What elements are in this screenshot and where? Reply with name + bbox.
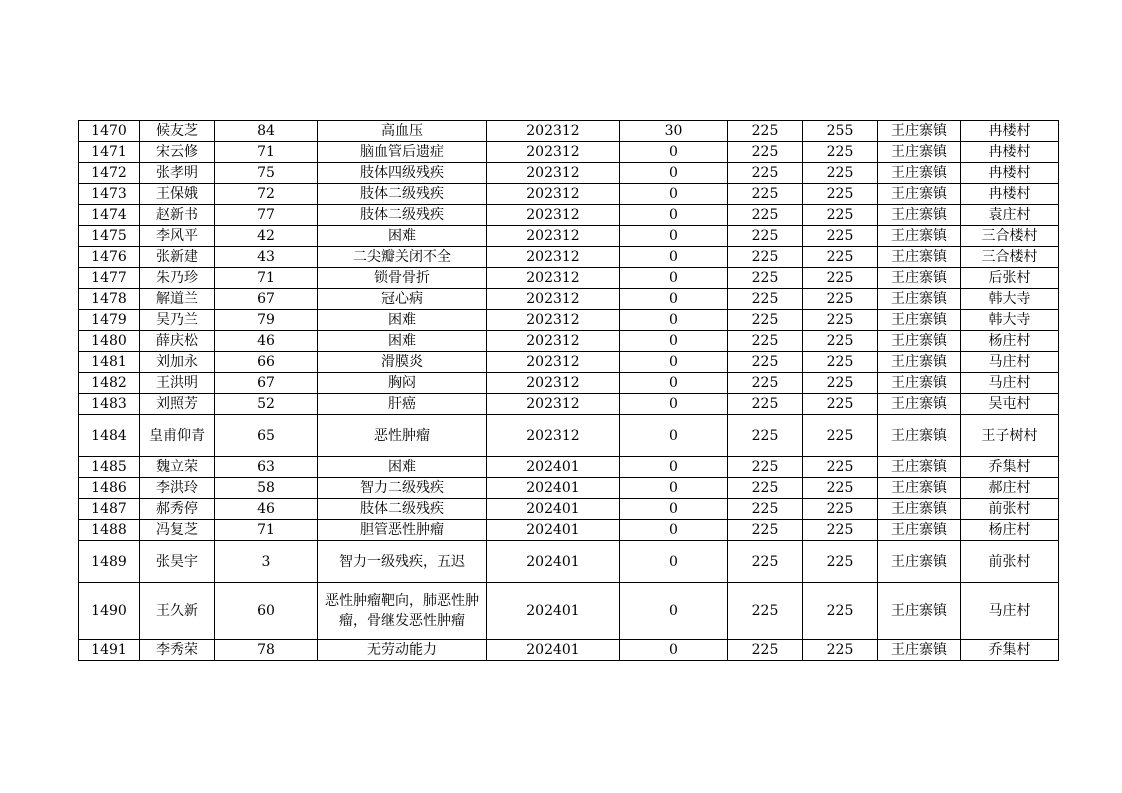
month-cell: 202312	[487, 184, 620, 205]
table-row	[79, 268, 1059, 289]
row-number-cell: 1480	[79, 331, 140, 352]
name-cell: 解道兰	[140, 289, 215, 310]
illness-cell: 困难	[318, 310, 487, 331]
amount-2-cell: 225	[728, 184, 803, 205]
amount-1-cell: 0	[620, 415, 728, 457]
amount-2-cell: 225	[728, 583, 803, 640]
row-number-cell: 1489	[79, 541, 140, 583]
illness-cell: 无劳动能力	[318, 640, 487, 661]
illness-cell: 高血压	[318, 121, 487, 142]
amount-1-cell: 0	[620, 247, 728, 268]
illness-cell: 困难	[318, 331, 487, 352]
name-cell: 李洪玲	[140, 478, 215, 499]
row-number-cell: 1478	[79, 289, 140, 310]
town-cell: 王庄寨镇	[878, 373, 961, 394]
illness-cell: 肢体四级残疾	[318, 163, 487, 184]
amount-2-cell: 225	[728, 310, 803, 331]
age-cell: 71	[215, 142, 318, 163]
age-cell: 71	[215, 520, 318, 541]
amount-1-cell: 0	[620, 541, 728, 583]
month-cell: 202401	[487, 457, 620, 478]
village-cell: 韩大寺	[961, 289, 1059, 310]
amount-2-cell: 225	[728, 289, 803, 310]
age-cell: 3	[215, 541, 318, 583]
table-body	[79, 121, 1059, 661]
name-cell: 吴乃兰	[140, 310, 215, 331]
amount-1-cell: 0	[620, 583, 728, 640]
table-row	[79, 205, 1059, 226]
table-row	[79, 142, 1059, 163]
table-row	[79, 331, 1059, 352]
amount-1-cell: 30	[620, 121, 728, 142]
amount-1-cell: 0	[620, 478, 728, 499]
village-cell: 冉楼村	[961, 163, 1059, 184]
amount-3-cell: 225	[803, 142, 878, 163]
month-cell: 202312	[487, 226, 620, 247]
amount-2-cell: 225	[728, 226, 803, 247]
town-cell: 王庄寨镇	[878, 331, 961, 352]
name-cell: 朱乃珍	[140, 268, 215, 289]
town-cell: 王庄寨镇	[878, 205, 961, 226]
name-cell: 冯复芝	[140, 520, 215, 541]
amount-2-cell: 225	[728, 478, 803, 499]
table-row	[79, 226, 1059, 247]
amount-2-cell: 225	[728, 499, 803, 520]
village-cell: 杨庄村	[961, 331, 1059, 352]
amount-2-cell: 225	[728, 142, 803, 163]
amount-1-cell: 0	[620, 352, 728, 373]
town-cell: 王庄寨镇	[878, 121, 961, 142]
village-cell: 马庄村	[961, 352, 1059, 373]
town-cell: 王庄寨镇	[878, 520, 961, 541]
town-cell: 王庄寨镇	[878, 415, 961, 457]
age-cell: 67	[215, 289, 318, 310]
illness-cell: 脑血管后遗症	[318, 142, 487, 163]
village-cell: 杨庄村	[961, 520, 1059, 541]
row-number-cell: 1490	[79, 583, 140, 640]
month-cell: 202312	[487, 121, 620, 142]
age-cell: 72	[215, 184, 318, 205]
amount-2-cell: 225	[728, 541, 803, 583]
amount-3-cell: 225	[803, 583, 878, 640]
name-cell: 王保娥	[140, 184, 215, 205]
table-row	[79, 478, 1059, 499]
row-number-cell: 1488	[79, 520, 140, 541]
illness-cell: 智力一级残疾，五迟	[318, 541, 487, 583]
age-cell: 63	[215, 457, 318, 478]
month-cell: 202401	[487, 541, 620, 583]
village-cell: 郝庄村	[961, 478, 1059, 499]
village-cell: 前张村	[961, 499, 1059, 520]
records-table	[78, 120, 1059, 661]
amount-1-cell: 0	[620, 640, 728, 661]
name-cell: 张昊宇	[140, 541, 215, 583]
row-number-cell: 1476	[79, 247, 140, 268]
row-number-cell: 1485	[79, 457, 140, 478]
amount-3-cell: 225	[803, 373, 878, 394]
table-row	[79, 457, 1059, 478]
amount-1-cell: 0	[620, 289, 728, 310]
amount-2-cell: 225	[728, 247, 803, 268]
table-row	[79, 121, 1059, 142]
illness-cell: 滑膜炎	[318, 352, 487, 373]
name-cell: 张新建	[140, 247, 215, 268]
age-cell: 78	[215, 640, 318, 661]
amount-2-cell: 225	[728, 520, 803, 541]
amount-3-cell: 225	[803, 478, 878, 499]
amount-1-cell: 0	[620, 310, 728, 331]
illness-cell: 肢体二级残疾	[318, 184, 487, 205]
age-cell: 75	[215, 163, 318, 184]
amount-3-cell: 225	[803, 331, 878, 352]
illness-cell: 肝癌	[318, 394, 487, 415]
month-cell: 202312	[487, 331, 620, 352]
month-cell: 202401	[487, 478, 620, 499]
town-cell: 王庄寨镇	[878, 226, 961, 247]
row-number-cell: 1491	[79, 640, 140, 661]
amount-3-cell: 225	[803, 499, 878, 520]
name-cell: 薛庆松	[140, 331, 215, 352]
age-cell: 65	[215, 415, 318, 457]
table-row	[79, 583, 1059, 640]
row-number-cell: 1484	[79, 415, 140, 457]
month-cell: 202312	[487, 163, 620, 184]
name-cell: 李风平	[140, 226, 215, 247]
village-cell: 吴屯村	[961, 394, 1059, 415]
amount-3-cell: 225	[803, 163, 878, 184]
amount-1-cell: 0	[620, 226, 728, 247]
village-cell: 前张村	[961, 541, 1059, 583]
age-cell: 60	[215, 583, 318, 640]
town-cell: 王庄寨镇	[878, 394, 961, 415]
illness-cell: 智力二级残疾	[318, 478, 487, 499]
name-cell: 王洪明	[140, 373, 215, 394]
town-cell: 王庄寨镇	[878, 541, 961, 583]
amount-1-cell: 0	[620, 520, 728, 541]
month-cell: 202401	[487, 520, 620, 541]
name-cell: 李秀荣	[140, 640, 215, 661]
month-cell: 202401	[487, 583, 620, 640]
age-cell: 79	[215, 310, 318, 331]
name-cell: 刘加永	[140, 352, 215, 373]
name-cell: 郝秀停	[140, 499, 215, 520]
illness-cell: 胆管恶性肿瘤	[318, 520, 487, 541]
row-number-cell: 1471	[79, 142, 140, 163]
town-cell: 王庄寨镇	[878, 457, 961, 478]
illness-cell: 锁骨骨折	[318, 268, 487, 289]
age-cell: 46	[215, 331, 318, 352]
age-cell: 52	[215, 394, 318, 415]
table-row	[79, 352, 1059, 373]
age-cell: 46	[215, 499, 318, 520]
table-row	[79, 499, 1059, 520]
amount-3-cell: 225	[803, 310, 878, 331]
amount-2-cell: 225	[728, 352, 803, 373]
table-row	[79, 541, 1059, 583]
amount-2-cell: 225	[728, 331, 803, 352]
month-cell: 202312	[487, 310, 620, 331]
month-cell: 202312	[487, 247, 620, 268]
age-cell: 66	[215, 352, 318, 373]
illness-cell: 困难	[318, 226, 487, 247]
village-cell: 冉楼村	[961, 142, 1059, 163]
age-cell: 42	[215, 226, 318, 247]
town-cell: 王庄寨镇	[878, 478, 961, 499]
amount-3-cell: 225	[803, 184, 878, 205]
town-cell: 王庄寨镇	[878, 163, 961, 184]
amount-1-cell: 0	[620, 331, 728, 352]
amount-1-cell: 0	[620, 184, 728, 205]
amount-3-cell: 225	[803, 289, 878, 310]
amount-3-cell: 225	[803, 640, 878, 661]
village-cell: 三合楼村	[961, 226, 1059, 247]
amount-1-cell: 0	[620, 373, 728, 394]
amount-1-cell: 0	[620, 394, 728, 415]
village-cell: 乔集村	[961, 640, 1059, 661]
age-cell: 71	[215, 268, 318, 289]
age-cell: 43	[215, 247, 318, 268]
month-cell: 202401	[487, 640, 620, 661]
amount-2-cell: 225	[728, 268, 803, 289]
row-number-cell: 1470	[79, 121, 140, 142]
name-cell: 皇甫仰青	[140, 415, 215, 457]
name-cell: 赵新书	[140, 205, 215, 226]
age-cell: 67	[215, 373, 318, 394]
amount-2-cell: 225	[728, 163, 803, 184]
amount-1-cell: 0	[620, 142, 728, 163]
month-cell: 202312	[487, 352, 620, 373]
row-number-cell: 1475	[79, 226, 140, 247]
village-cell: 冉楼村	[961, 184, 1059, 205]
town-cell: 王庄寨镇	[878, 184, 961, 205]
month-cell: 202312	[487, 415, 620, 457]
month-cell: 202312	[487, 289, 620, 310]
village-cell: 韩大寺	[961, 310, 1059, 331]
town-cell: 王庄寨镇	[878, 499, 961, 520]
amount-3-cell: 225	[803, 205, 878, 226]
row-number-cell: 1473	[79, 184, 140, 205]
town-cell: 王庄寨镇	[878, 583, 961, 640]
illness-cell: 肢体二级残疾	[318, 205, 487, 226]
town-cell: 王庄寨镇	[878, 310, 961, 331]
name-cell: 张孝明	[140, 163, 215, 184]
month-cell: 202312	[487, 268, 620, 289]
village-cell: 王子树村	[961, 415, 1059, 457]
village-cell: 袁庄村	[961, 205, 1059, 226]
village-cell: 冉楼村	[961, 121, 1059, 142]
town-cell: 王庄寨镇	[878, 640, 961, 661]
row-number-cell: 1474	[79, 205, 140, 226]
name-cell: 候友芝	[140, 121, 215, 142]
illness-cell: 困难	[318, 457, 487, 478]
age-cell: 58	[215, 478, 318, 499]
amount-3-cell: 225	[803, 394, 878, 415]
row-number-cell: 1477	[79, 268, 140, 289]
age-cell: 84	[215, 121, 318, 142]
name-cell: 王久新	[140, 583, 215, 640]
amount-3-cell: 225	[803, 520, 878, 541]
amount-2-cell: 225	[728, 205, 803, 226]
row-number-cell: 1472	[79, 163, 140, 184]
amount-2-cell: 225	[728, 394, 803, 415]
town-cell: 王庄寨镇	[878, 289, 961, 310]
amount-3-cell: 225	[803, 226, 878, 247]
amount-2-cell: 225	[728, 457, 803, 478]
month-cell: 202312	[487, 394, 620, 415]
village-cell: 马庄村	[961, 583, 1059, 640]
town-cell: 王庄寨镇	[878, 247, 961, 268]
amount-1-cell: 0	[620, 499, 728, 520]
table-row	[79, 163, 1059, 184]
row-number-cell: 1479	[79, 310, 140, 331]
village-cell: 后张村	[961, 268, 1059, 289]
illness-cell: 肢体二级残疾	[318, 499, 487, 520]
month-cell: 202312	[487, 205, 620, 226]
amount-1-cell: 0	[620, 163, 728, 184]
table-row	[79, 289, 1059, 310]
village-cell: 乔集村	[961, 457, 1059, 478]
month-cell: 202401	[487, 499, 620, 520]
amount-2-cell: 225	[728, 415, 803, 457]
amount-2-cell: 225	[728, 121, 803, 142]
village-cell: 三合楼村	[961, 247, 1059, 268]
name-cell: 宋云修	[140, 142, 215, 163]
row-number-cell: 1487	[79, 499, 140, 520]
row-number-cell: 1481	[79, 352, 140, 373]
amount-2-cell: 225	[728, 640, 803, 661]
month-cell: 202312	[487, 142, 620, 163]
table-row	[79, 394, 1059, 415]
month-cell: 202312	[487, 373, 620, 394]
illness-cell: 冠心病	[318, 289, 487, 310]
village-cell: 马庄村	[961, 373, 1059, 394]
amount-3-cell: 225	[803, 457, 878, 478]
table-row	[79, 373, 1059, 394]
illness-cell: 恶性肿瘤	[318, 415, 487, 457]
amount-3-cell: 225	[803, 352, 878, 373]
town-cell: 王庄寨镇	[878, 352, 961, 373]
illness-cell: 恶性肿瘤靶向，肺恶性肿瘤，骨继发恶性肿瘤	[318, 583, 487, 640]
row-number-cell: 1483	[79, 394, 140, 415]
row-number-cell: 1486	[79, 478, 140, 499]
town-cell: 王庄寨镇	[878, 268, 961, 289]
amount-1-cell: 0	[620, 457, 728, 478]
amount-1-cell: 0	[620, 205, 728, 226]
table-row	[79, 310, 1059, 331]
illness-cell: 胸闷	[318, 373, 487, 394]
town-cell: 王庄寨镇	[878, 142, 961, 163]
amount-3-cell: 225	[803, 247, 878, 268]
amount-3-cell: 225	[803, 415, 878, 457]
illness-cell: 二尖瓣关闭不全	[318, 247, 487, 268]
amount-3-cell: 255	[803, 121, 878, 142]
table-row	[79, 520, 1059, 541]
amount-3-cell: 225	[803, 268, 878, 289]
amount-1-cell: 0	[620, 268, 728, 289]
table-row	[79, 247, 1059, 268]
row-number-cell: 1482	[79, 373, 140, 394]
age-cell: 77	[215, 205, 318, 226]
amount-3-cell: 225	[803, 541, 878, 583]
name-cell: 刘照芳	[140, 394, 215, 415]
table-row	[79, 184, 1059, 205]
table-row	[79, 640, 1059, 661]
amount-2-cell: 225	[728, 373, 803, 394]
table-row	[79, 415, 1059, 457]
name-cell: 魏立荣	[140, 457, 215, 478]
